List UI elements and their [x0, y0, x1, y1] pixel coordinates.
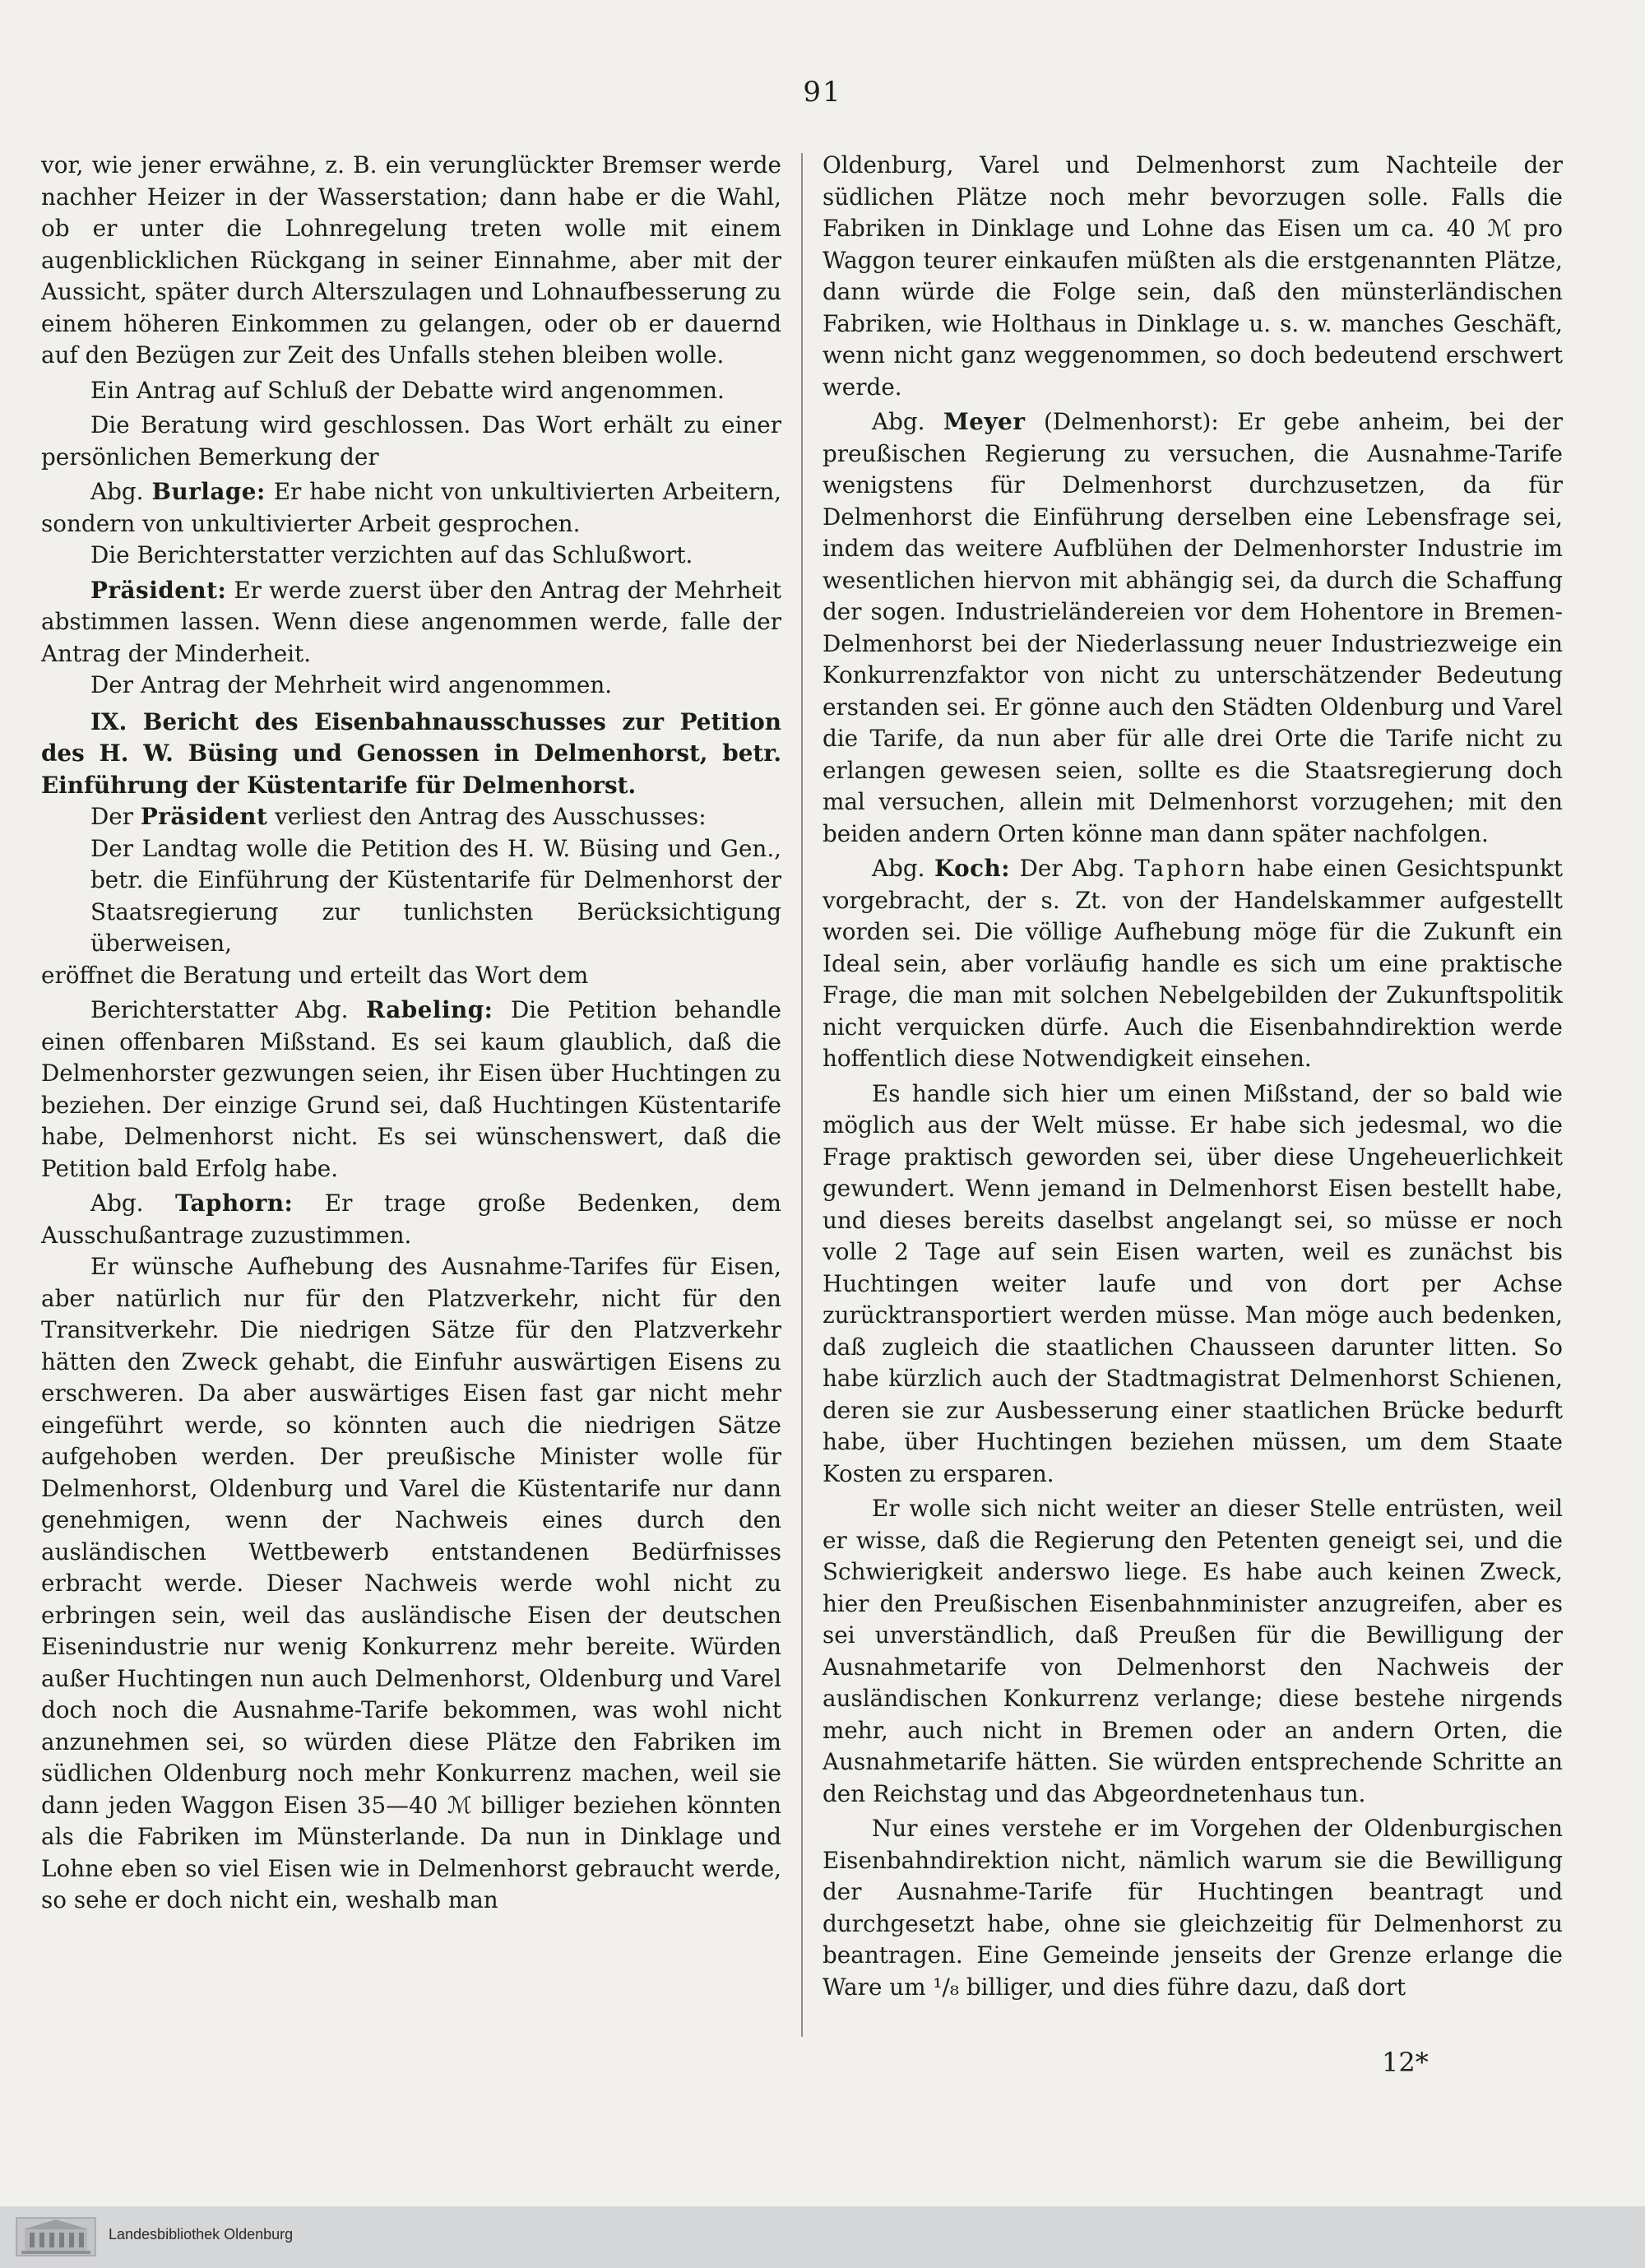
label: Abg.	[872, 408, 925, 435]
paragraph: Der Antrag der Mehrheit wird angenommen.	[90, 671, 613, 698]
paragraph: Die Berichterstatter verzichten auf das Schlußwort.	[90, 541, 693, 568]
text: Der Abg.	[1010, 855, 1135, 882]
library-building-icon	[15, 2215, 97, 2257]
paragraph: Es handle sich hier um einen Mißstand, der so bald wie möglich aus der Welt müsse. Er habe sich jedesmal, wo die Frage praktisch geworden sei, über diese Ungeheuerlichkeit gewundert. Wenn jemand in Delmenhorst Eisen bestellt habe, und dieses bereits daselbst angelangt sei, so müsse er noch volle 2 Tage auf sein Eisen warten, weil es zunächst bis Huchtingen weiter laufe und von dort per Achse zurücktransportiert werden müsse. Man möge auch bedenken, daß zugleich die staatlichen Chausseen darunter litten. So habe kürzlich auch der Stadtmagistrat Delmenhorst Schienen, deren sie zur Ausbesserung einer staatlichen Brücke bedurft habe, über Huchtingen beziehen müssen, um dem Staate Kosten zu ersparen.	[822, 1079, 1563, 1487]
footer-bar	[0, 2206, 1645, 2268]
paragraph	[41, 476, 781, 540]
text: Er trage große Bedenken, dem Ausschußantrage zuzustimmen.	[41, 1190, 781, 1249]
speaker-name: Taphorn:	[174, 1190, 294, 1217]
paragraph: vor, wie jener erwähne, z. B. ein verunglückter Bremser werde nachher Heizer in der Wasserstation; dann habe er die Wahl, ob er unter die Lohnregelung treten wolle mit einem augenblicklichen Rückgang in seiner Einnahme, aber mit der Aussicht, später durch Alterszulagen und Lohnaufbesserung zu einem höheren Einkommen zu gelangen, oder ob er dauernd auf den Bezügen zur Zeit des Unfalls stehen bleiben wolle.	[41, 151, 781, 369]
motion-quote: Der Landtag wolle die Petition des H. W. Büsing und Gen., betr. die Einführung der Küstentarife für Delmenhorst der Staatsregierung zur tunlichsten Berücksichtigung überweisen,	[90, 834, 781, 957]
paragraph: Er wünsche Aufhebung des Ausnahme-Tarifes für Eisen, aber natürlich nur für den Platzverkehr, nicht für den Transitverkehr. Die niedrigen Sätze für den Platzverkehr hätten den Zweck gehabt, die Einfuhr auswärtigen Eisens zu erschweren. Da aber auswärtiges Eisen fast gar nicht mehr eingeführt werde, so könnten auch die niedrigen Sätze aufgehoben werden. Der preußische Minister wolle für Delmenhorst, Oldenburg und Varel die Küstentarife nur dann genehmigen, wenn der Nachweis eines durch den ausländischen Wettbewerb entstandenen Bedürfnisses erbracht werde. Dieser Nachweis werde wohl nicht zu erbringen sein, weil das ausländische Eisen der deutschen Eisenindustrie nur wenig Konkurrenz mehr bereite. Würden außer Huchtingen nun auch Delmenhorst, Oldenburg und Varel doch noch die Ausnahme-Tarife bekommen, was wohl nicht anzunehmen sei, so würden diese Plätze den Fabriken im südlichen Oldenburg noch mehr Konkurrenz machen, weil sie dann jeden Waggon Eisen 35—40 ℳ billiger beziehen könnten als die Fabriken im Münsterlande. Da nun in Dinklage und Lohne eben so viel Eisen wie in Delmenhorst gebraucht werde, so sehe er doch nicht ein, weshalb man	[41, 1253, 781, 1913]
speaker-name: Koch:	[934, 855, 1011, 882]
paragraph: Er wolle sich nicht weiter an dieser Stelle entrüsten, weil er wisse, daß die Regierung den Petenten geneigt sei, und die Schwierigkeit anderswo liege. Es habe auch keinen Zweck, hier den Preußischen Eisenbahnminister anzugreifen, aber es sei unverständlich, daß Preußen für die Bewilligung der Ausnahmetarife von Delmenhorst den Nachweis der ausländischen Konkurrenz verlange; diese bestehe nirgends mehr, auch nicht in Bremen oder an andern Orten, die Ausnahmetarife hätten. Sie würden entsprechende Schritte an den Reichstag und das Abgeordnetenhaus tun.	[822, 1495, 1563, 1807]
signature-mark: 12*	[1382, 2047, 1429, 2078]
paragraph	[822, 406, 1563, 850]
paragraph: Nur eines verstehe er im Vorgehen der Oldenburgischen Eisenbahndirektion nicht, nämlich warum sie die Bewilligung der Ausnahme-Tarife für Huchtingen beantragt und durchgesetzt habe, ohne sie gleichzeitig für Delmenhorst zu beantragen. Eine Gemeinde jenseits der Grenze erlange die Ware um ¹/₈ billiger, und dies führe dazu, daß dort	[822, 1815, 1563, 2001]
paragraph	[41, 995, 781, 1185]
text: Die Petition behandle einen offenbaren Mißstand. Es sei kaum glaublich, daß die Delmenhorster gezwungen seien, ihr Eisen über Huchtingen zu beziehen. Der einzige Grund sei, daß Huchtingen Küstentarife habe, Delmenhorst nicht. Es sei wünschenswert, daß die Petition bald Erfolg habe.	[41, 996, 782, 1182]
paragraph	[41, 1188, 781, 1251]
paragraph: Die Beratung wird geschlossen. Das Wort erhält zu einer persönlichen Bemerkung der	[41, 411, 781, 471]
speaker-name: Präsident:	[90, 576, 227, 604]
paragraph: eröffnet die Beratung und erteilt das Wort dem	[41, 961, 589, 989]
label: Abg.	[90, 478, 144, 505]
text: habe einen Gesichtspunkt vorgebracht, der s. Zt. von der Handelskammer aufgestellt worden sei. Die völlige Aufhebung möge für die Zukunft ein Ideal sein, aber vorläufig handle es sich um eine praktische Frage, die man mit solchen Nebelgebilden der Zukunftspolitik nicht verquicken dürfe. Auch die Eisenbahndirektion werde hoffentlich diese Notwendigkeit einsehen.	[822, 855, 1564, 1072]
speaker-name: Rabeling:	[366, 996, 494, 1023]
paragraph	[822, 853, 1563, 1075]
paragraph	[41, 801, 781, 833]
text: (Delmenhorst): Er gebe anheim, bei der preußischen Regierung zu versuchen, die Ausnahme-Tarife wenigstens für Delmenhorst durchzusetzen, da für Delmenhorst die Einführung derselben eine Lebensfrage sei, indem das weitere Aufblühen der Delmenhorster Industrie im wesentlichen hiervon mit abhängig sei, da durch die Schaffung der sogen. Industrieländereien vor dem Hohentore in Bremen-Delmenhorst bei der Niederlassung neuer Industriezweige ein Konkurrenzfaktor von nicht zu unterschätzender Bedeutung erstanden sei. Er gönne auch den Städten Oldenburg und Varel die Tarife, da nun aber für alle drei Orte die Tarife nicht zu erlangen gewesen seien, sollte es die Staatsregierung doch mal versuchen, allein mit Delmenhorst vorzugehen; mit den beiden andern Orten könne man dann später nachfolgen.	[822, 408, 1563, 847]
section-heading: IX. Bericht des Eisenbahnausschusses zur Petition des H. W. Büsing und Genossen in Delmenhorst, betr. Einführung der Küstentarife für Delmenhorst.	[41, 707, 781, 799]
column-divider	[801, 153, 803, 2037]
library-name: Landesbibliothek Oldenburg	[109, 2226, 294, 2242]
spaced-name: Taphorn	[1134, 855, 1248, 882]
speaker-name: Meyer	[943, 408, 1026, 435]
label: Abg.	[90, 1190, 144, 1217]
text: Er habe nicht von unkultivierten Arbeitern, sondern von unkultivierter Arbeit gesprochen.	[41, 478, 781, 537]
paragraph: Oldenburg, Varel und Delmenhorst zum Nachteile der südlichen Plätze noch mehr bevorzugen solle. Falls die Fabriken in Dinklage und Lohne das Eisen um ca. 40 ℳ pro Waggon teurer einkaufen müßten als die erstgenannten Plätze, dann würde die Folge sein, daß den münsterländischen Fabriken, wie Holthaus in Dinklage u. s. w. manches Geschäft, wenn nicht ganz weggenommen, so doch bedeutend erschwert werde.	[822, 151, 1563, 401]
text: verliest den Antrag des Ausschusses:	[267, 803, 707, 830]
right-column	[822, 150, 1563, 2003]
label: Berichterstatter Abg.	[90, 996, 349, 1023]
paragraph: Ein Antrag auf Schluß der Debatte wird angenommen.	[90, 376, 725, 404]
left-column	[41, 150, 781, 1917]
label: Abg.	[872, 855, 925, 882]
paragraph	[41, 575, 781, 670]
label: Der	[90, 803, 134, 830]
speaker-name: Burlage:	[151, 478, 266, 505]
speaker-name: Präsident	[140, 803, 268, 830]
text: Er werde zuerst über den Antrag der Mehrheit abstimmen lassen. Wenn diese angenommen werde, falle der Antrag der Minderheit.	[41, 576, 781, 667]
page-number: 91	[803, 76, 842, 109]
